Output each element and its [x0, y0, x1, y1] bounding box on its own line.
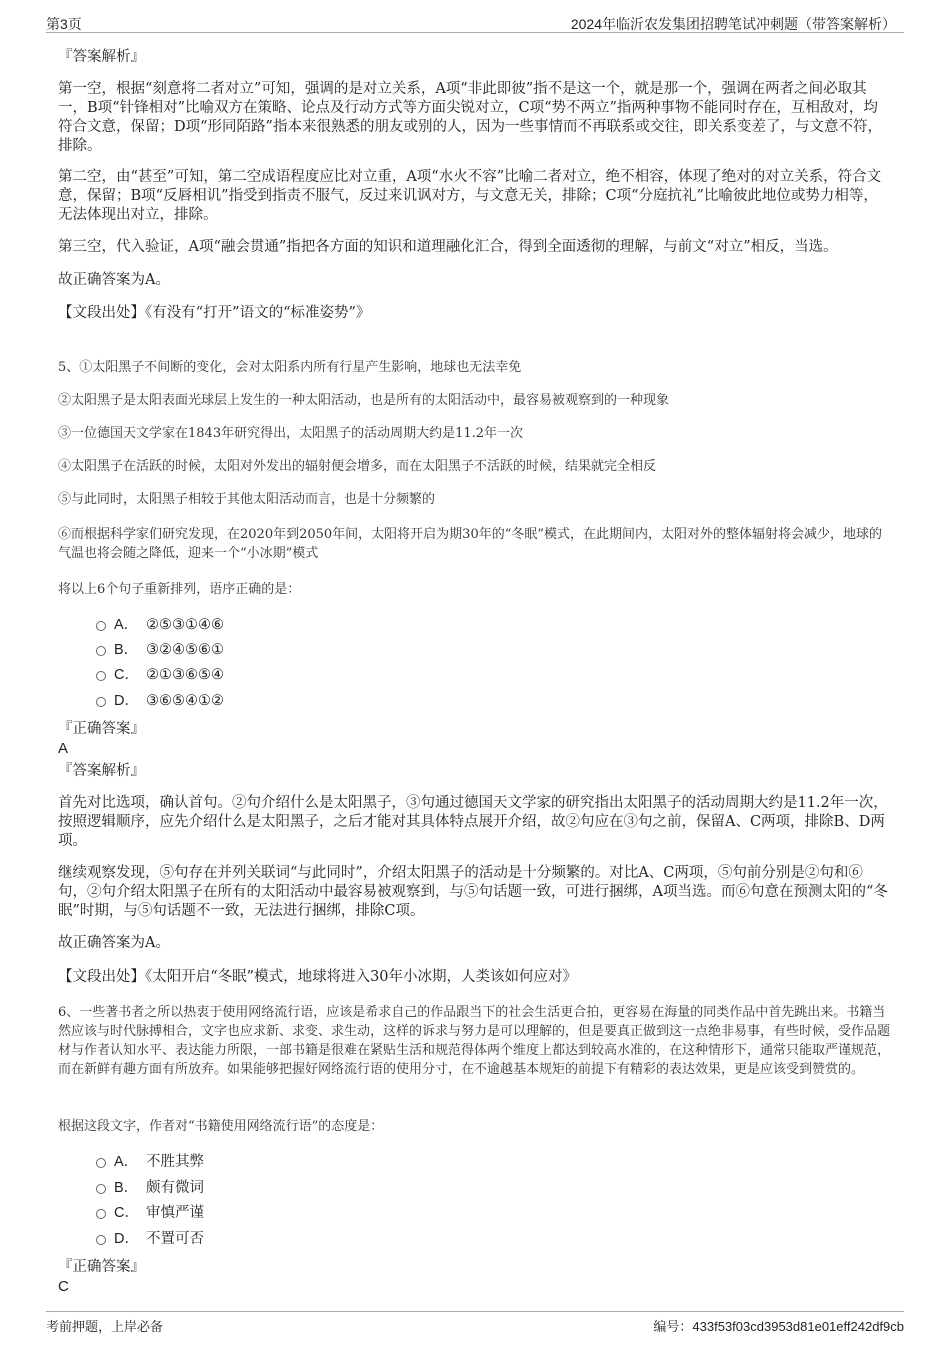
- question-prompt: 根据这段文字，作者对“书籍使用网络流行语”的态度是：: [58, 1119, 384, 1134]
- correct-answer-label: 『正确答案』: [58, 1259, 145, 1275]
- page-footer: [46, 1311, 904, 1338]
- question-prompt: 将以上6个句子重新排列，语序正确的是：: [58, 582, 301, 597]
- radio-icon[interactable]: [96, 671, 106, 681]
- analysis-paragraph: 首先对比选项，确认首句。②句介绍什么是太阳黑子，③句通过德国天文学家的研究指出太阳黑子的活动周期大约是11.2年一次，按照逻辑顺序，应先介绍什么是太阳黑子，之后才能对其具体特点展开介绍，故②句应在③句之前，保留A、C两项，排除B、D两项。: [58, 795, 888, 849]
- conclusion: 故正确答案为A。: [58, 935, 170, 951]
- analysis-label: 『答案解析』: [58, 49, 145, 65]
- document-title: 2024年临沂农发集团招聘笔试冲刺题（带答案解析）: [570, 16, 896, 32]
- analysis-paragraph: 第三空，代入验证，A项“融会贯通”指把各方面的知识和道理融化汇合，得到全面透彻的理解，与前文“对立”相反，当选。: [58, 239, 838, 255]
- question-sentence: 5、①太阳黑子不间断的变化，会对太阳系内所有行星产生影响，地球也无法幸免: [58, 360, 522, 375]
- page-header: [46, 10, 904, 33]
- source-citation: 【文段出处】《有没有“打开”语文的“标准姿势”》: [58, 305, 371, 321]
- document-code: 编号：433f53f03cd3953d81e01eff242df9cb: [653, 1319, 904, 1334]
- radio-icon[interactable]: [96, 1209, 106, 1219]
- radio-icon[interactable]: [96, 1235, 106, 1245]
- analysis-paragraph: 第二空，由“甚至”可知，第二空成语程度应比对立重，A项“水火不容”比喻二者对立，绝不相容，体现了绝对的对立关系，符合文意，保留；B项“反唇相讥”指受到指责不服气，反过来讥讽对方，与文意无关，排除；C项“分庭抗礼”比喻彼此地位或势力相等，无法体现出对立，排除。: [58, 169, 882, 223]
- footer-slogan: 考前押题，上岸必备: [46, 1320, 164, 1335]
- radio-icon[interactable]: [96, 646, 106, 656]
- correct-answer-label: 『正确答案』: [58, 721, 145, 737]
- page-number: 第3页: [46, 16, 82, 32]
- correct-answer: C: [58, 1278, 69, 1295]
- radio-icon[interactable]: [96, 1184, 106, 1194]
- radio-icon[interactable]: [96, 621, 106, 631]
- question-sentence: ⑥而根据科学家们研究发现，在2020年到2050年间，太阳将开启为期30年的“冬眠”模式，在此期间内，太阳对外的整体辐射将会减少，地球的气温也将会随之降低，迎来一个“小冰期”模式: [58, 527, 883, 561]
- analysis-paragraph: 第一空，根据“刻意将二者对立”可知，强调的是对立关系，A项“非此即彼”指不是这一个，就是那一个，强调在两者之间必取其一，B项“针锋相对”比喻双方在策略、论点及行动方式等方面尖锐对立，C项“势不两立”指两种事物不能同时存在，互相敌对，均符合文意，保留；D项“形同陌路”指本来很熟悉的朋友或别的人，因为一些事情而不再联系或交往，即关系变差了，与文意不符，排除。: [58, 81, 882, 154]
- conclusion: 故正确答案为A。: [58, 272, 170, 288]
- question-sentence: ③一位德国天文学家在1843年研究得出，太阳黑子的活动周期大约是11.2年一次: [58, 426, 524, 441]
- question-sentence: ④太阳黑子在活跃的时候，太阳对外发出的辐射便会增多，而在太阳黑子不活跃的时候，结果就完全相反: [58, 459, 657, 474]
- question-sentence: ⑤与此同时，太阳黑子相较于其他太阳活动而言，也是十分频繁的: [58, 492, 436, 507]
- question-sentence: ②太阳黑子是太阳表面光球层上发生的一种太阳活动，也是所有的太阳活动中，最容易被观察到的一种现象: [58, 393, 670, 408]
- radio-icon[interactable]: [96, 697, 106, 707]
- source-citation: 【文段出处】《太阳开启“冬眠”模式，地球将进入30年小冰期，人类该如何应对》: [58, 969, 578, 985]
- analysis-label: 『答案解析』: [58, 763, 145, 779]
- analysis-paragraph: 继续观察发现，⑤句存在并列关联词“与此同时”，介绍太阳黑子的活动是十分频繁的。对比A、C两项，⑤句前分别是②句和⑥句，②句介绍太阳黑子在所有的太阳活动中最容易被观察到，与⑤句话题一致，可进行捆绑，A项当选。而⑥句意在预测太阳的“冬眠”时期，与⑤句话题不一致，无法进行捆绑，排除C项。: [58, 865, 888, 919]
- question-passage: 6、一些著书者之所以热衷于使用网络流行语，应该是希求自己的作品跟当下的社会生活更合拍，更容易在海量的同类作品中首先跳出来。书籍当然应该与时代脉搏相合，文字也应求新、求变、求生动，这样的诉求与努力是可以理解的，但是要真正做到这一点绝非易事，有些时候，受作品题材与作者认知水平、表达能力所限，一部书籍是很难在紧贴生活和规范得体两个维度上都达到较高水准的，在这种情形下，通常只能取严谨规范，而在新鲜有趣方面有所放弃。如果能够把握好网络流行语的使用分寸，在不逾越基本规矩的前提下有精彩的表达效果，更是应该受到赞赏的。: [58, 1005, 891, 1077]
- radio-icon[interactable]: [96, 1158, 106, 1168]
- correct-answer: A: [58, 740, 69, 757]
